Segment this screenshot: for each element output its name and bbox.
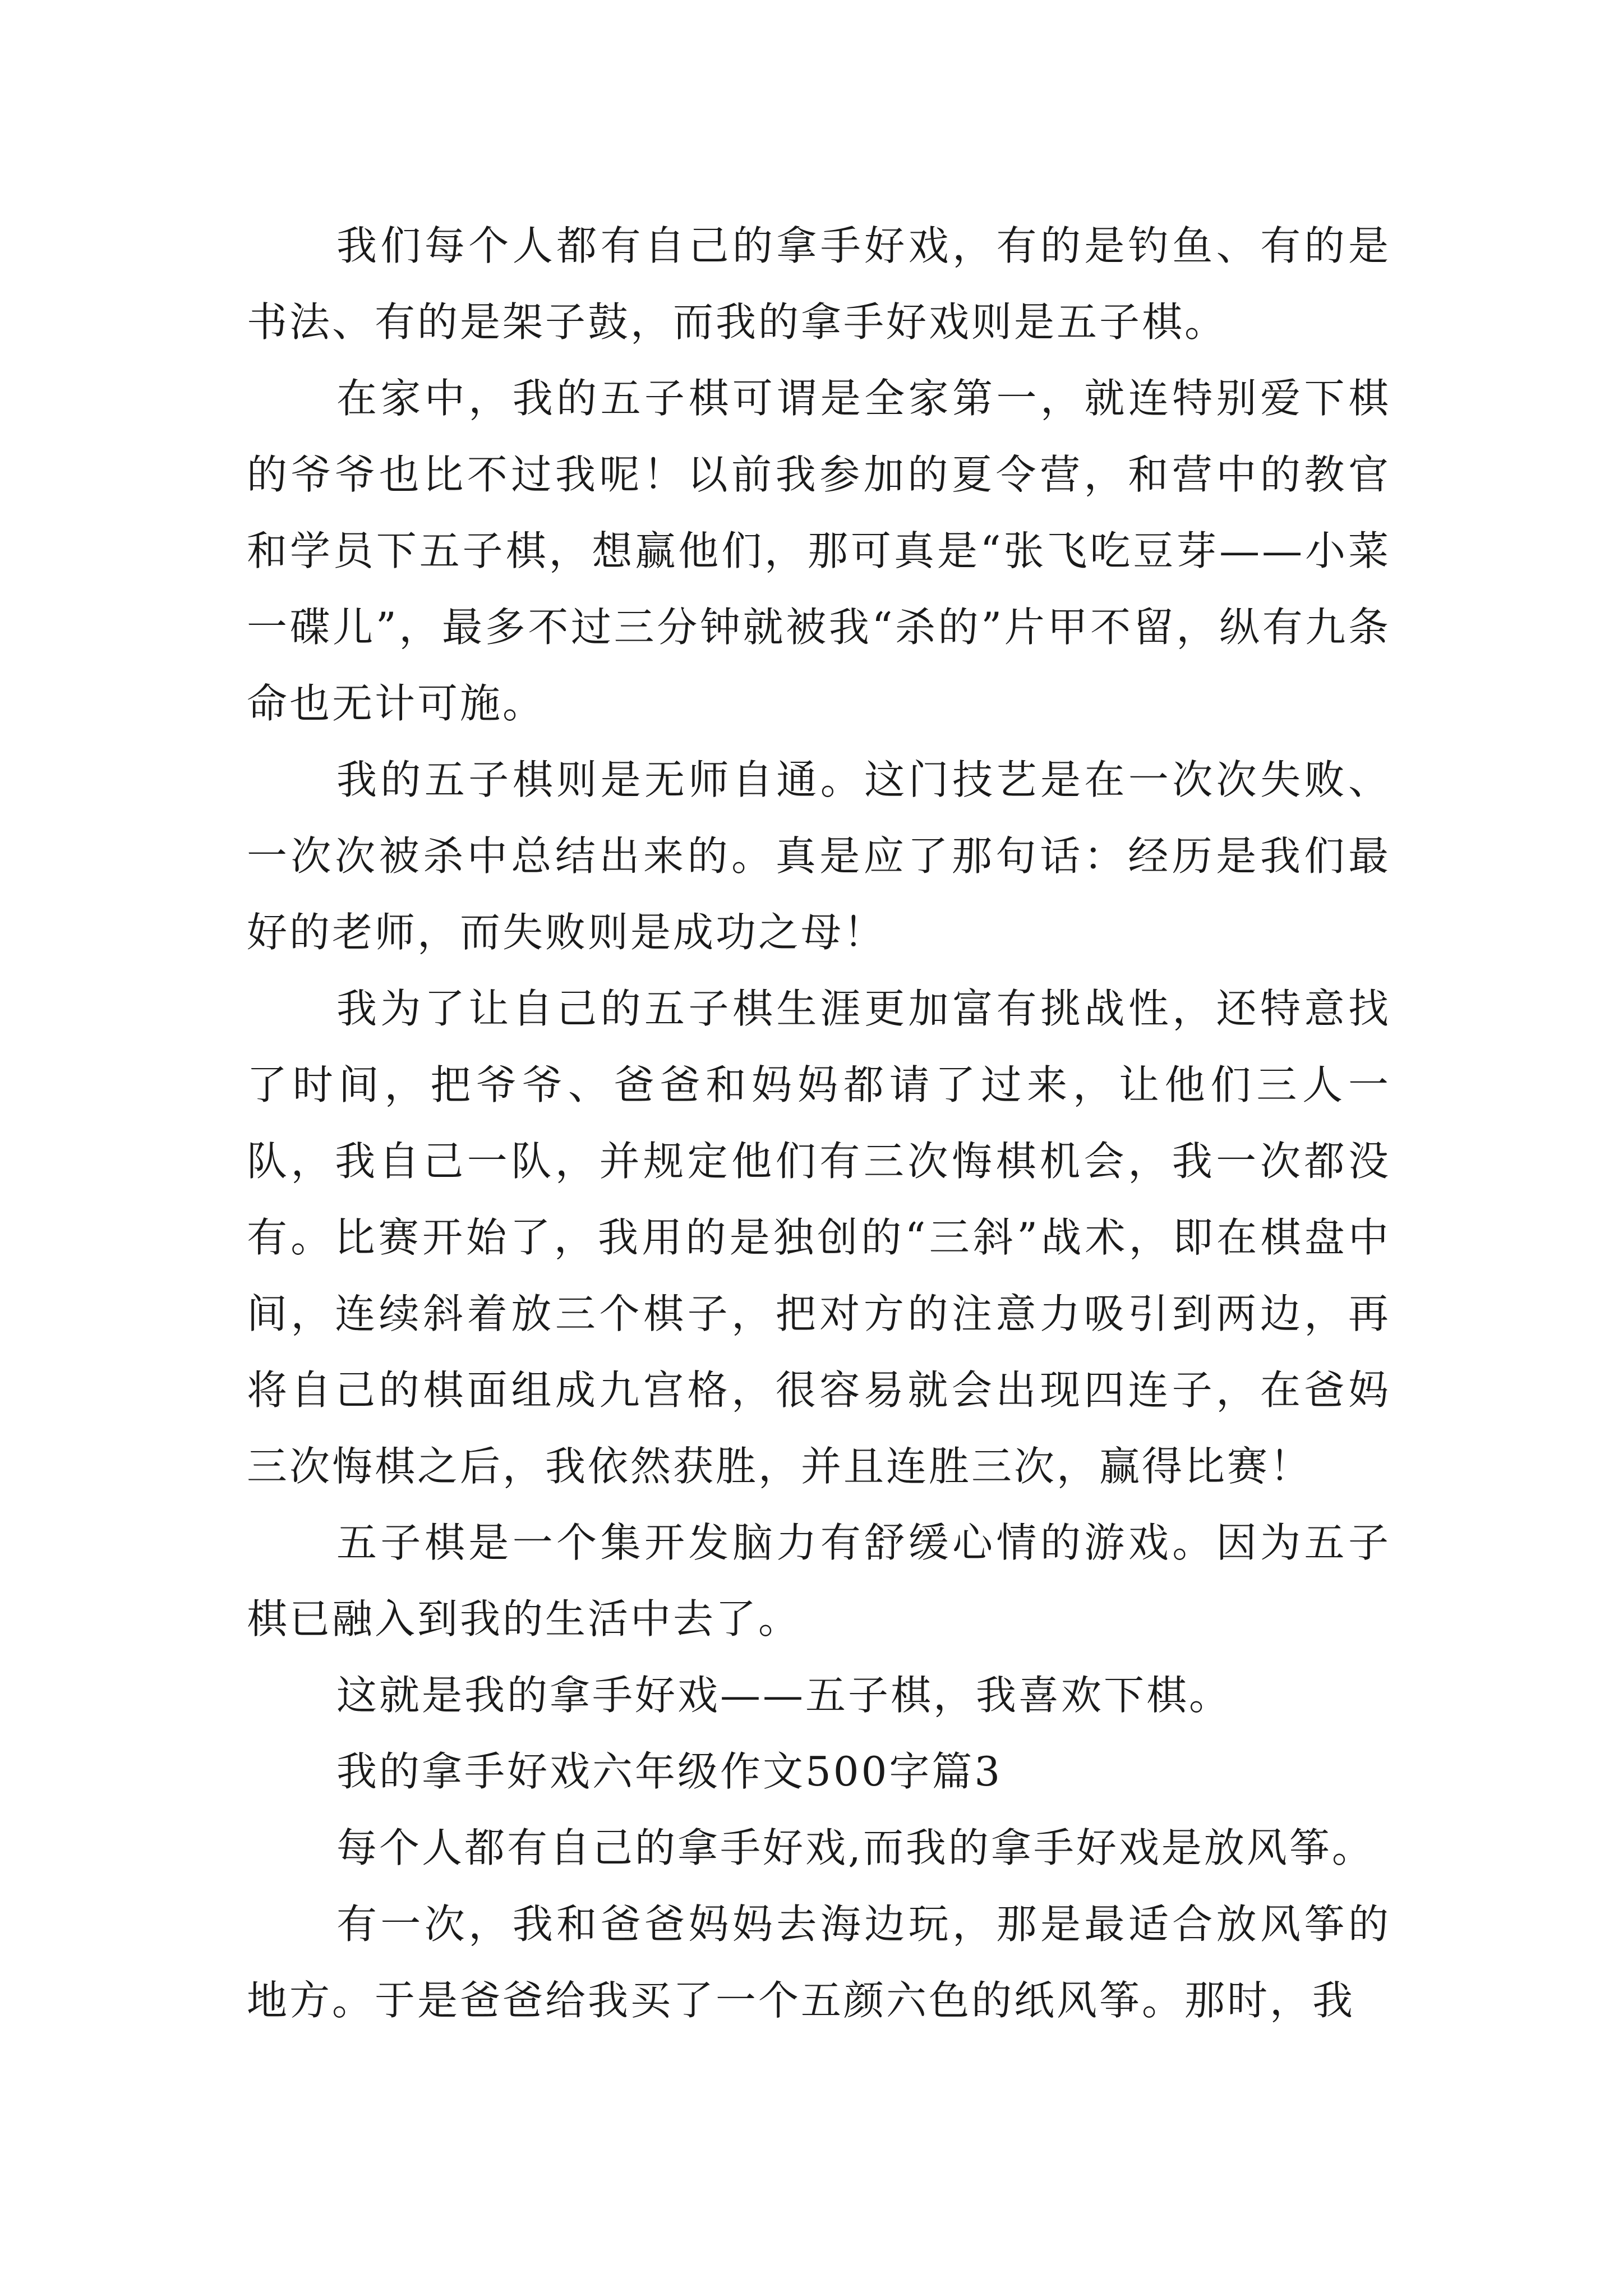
paragraph-7: 每个人都有自己的拿手好戏,而我的拿手好戏是放风筝。 [336, 1824, 1375, 1871]
paragraph-8: 有一次，我和爸爸妈妈去海边玩，那是最适合放风筝的地方。于是爸爸给我买了一个五颜六色的纸风筝。那时，我 [247, 1901, 1391, 2024]
paragraph-2: 在家中，我的五子棋可谓是全家第一，就连特别爱下棋的爷爷也比不过我呢！以前我参加的夏令营，和营中的教官和学员下五子棋，想赢他们，那可真是“张飞吃豆芽——小菜一碟儿”，最多不过三分钟就被我“杀的”片甲不留，纵有九条命也无计可施。 [247, 375, 1391, 727]
paragraph-5: 五子棋是一个集开发脑力有舒缓心情的游戏。因为五子棋已融入到我的生活中去了。 [247, 1519, 1391, 1642]
paragraph-6: 这就是我的拿手好戏——五子棋，我喜欢下棋。 [336, 1672, 1232, 1719]
paragraph-3: 我的五子棋则是无师自通。这门技艺是在一次次失败、一次次被杀中总结出来的。真是应了那句话：经历是我们最好的老师，而失败则是成功之母！ [247, 756, 1391, 956]
document-body [247, 208, 1391, 2039]
section-heading: 我的拿手好戏六年级作文500字篇3 [336, 1748, 1003, 1795]
paragraph-4: 我为了让自己的五子棋生涯更加富有挑战性，还特意找了时间，把爷爷、爸爸和妈妈都请了过来，让他们三人一队，我自己一队，并规定他们有三次悔棋机会，我一次都没有。比赛开始了，我用的是独创的“三斜”战术，即在棋盘中间，连续斜着放三个棋子，把对方的注意力吸引到两边，再将自己的棋面组成九宫格，很容易就会出现四连子，在爸妈三次悔棋之后，我依然获胜，并且连胜三次，赢得比赛！ [247, 985, 1391, 1490]
paragraph-1: 我们每个人都有自己的拿手好戏，有的是钓鱼、有的是书法、有的是架子鼓，而我的拿手好戏则是五子棋。 [247, 222, 1391, 346]
